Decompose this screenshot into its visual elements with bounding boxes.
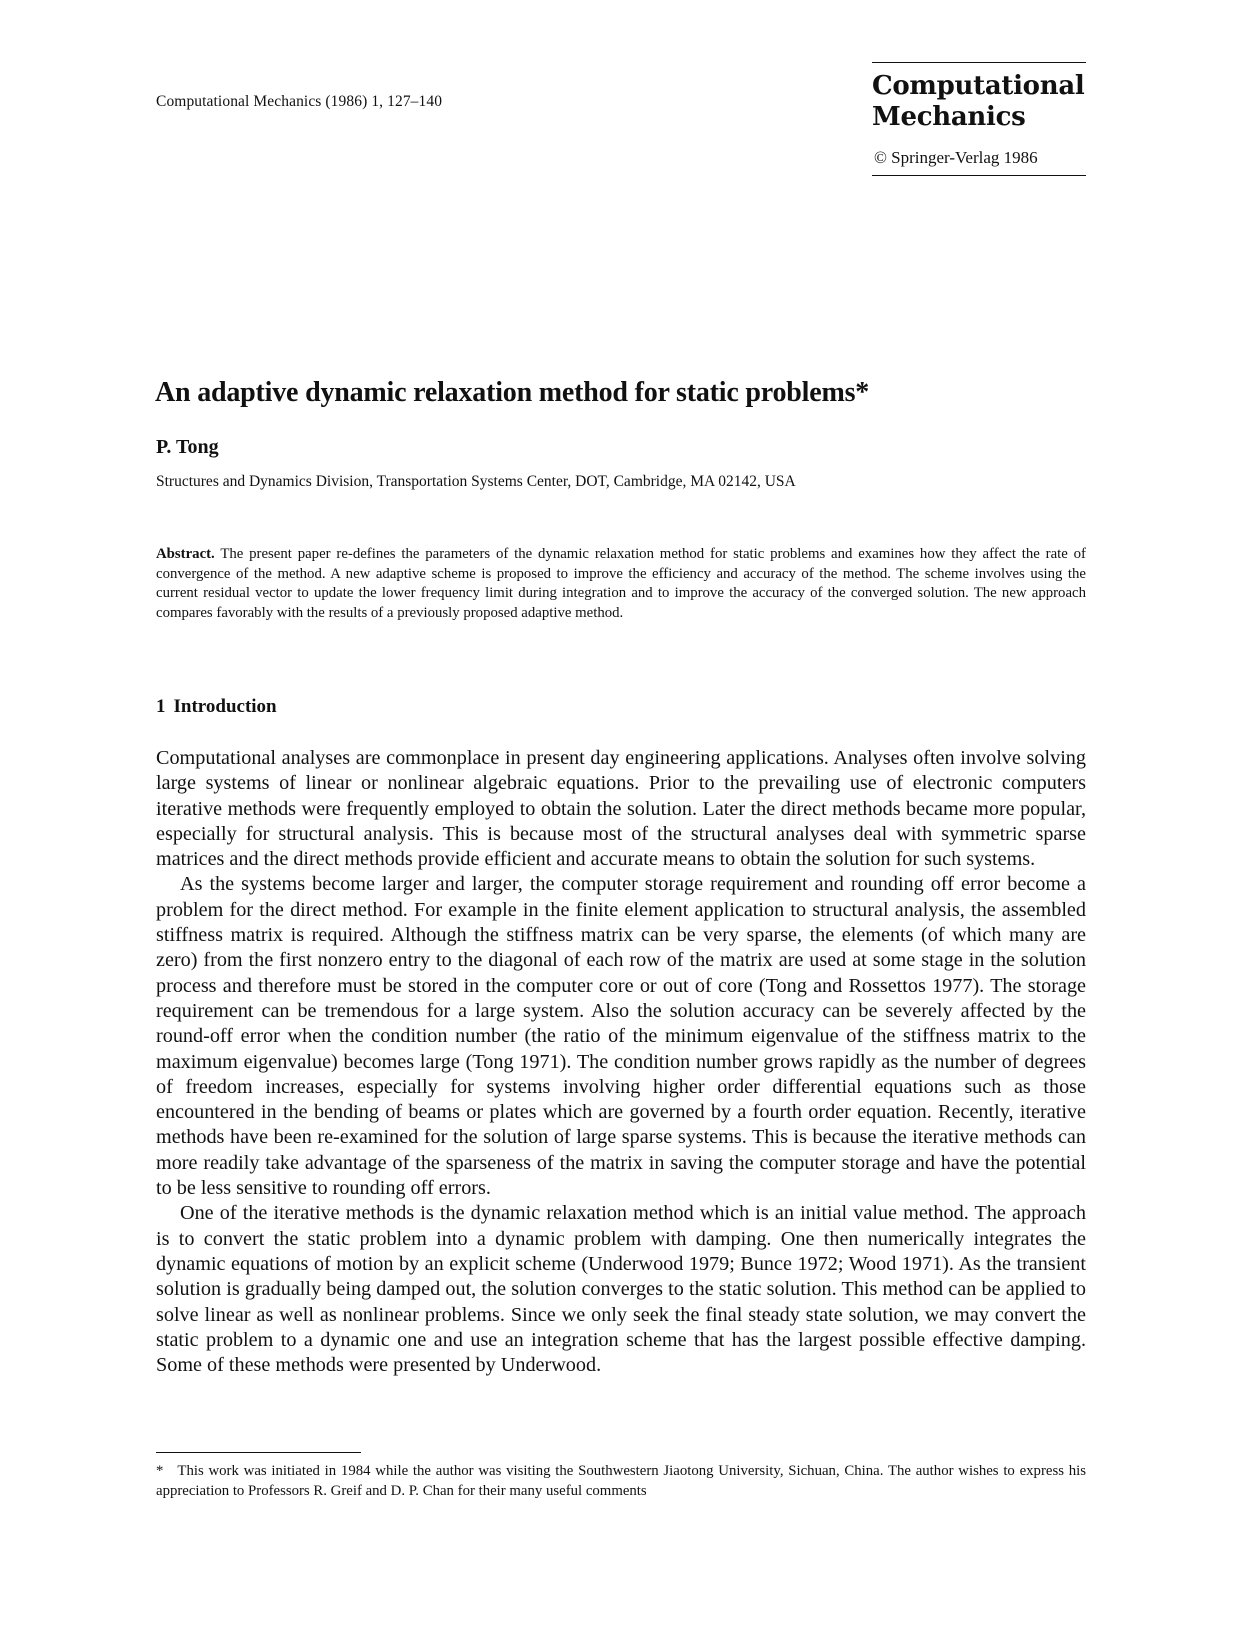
section-heading bbox=[156, 696, 277, 718]
footnote-rule bbox=[156, 1452, 361, 1453]
journal-citation: Computational Mechanics (1986) 1, 127–140 bbox=[156, 93, 443, 110]
author-affiliation: Structures and Dynamics Division, Transportation Systems Center, DOT, Cambridge, MA 02142, USA bbox=[156, 473, 796, 490]
section-body bbox=[156, 746, 1086, 1378]
journal-name-line1: Computational bbox=[872, 71, 1085, 101]
abstract bbox=[156, 545, 1086, 623]
section-number: 1 bbox=[156, 696, 166, 717]
abstract-label: Abstract. bbox=[156, 546, 215, 562]
footnote-text: This work was initiated in 1984 while the author was visiting the Southwestern Jiaotong University, Sichuan, China. The author wishes to express his appreciation to Professors R. Greif and D. P. Chan for their many useful comments bbox=[156, 1463, 1086, 1499]
abstract-text: The present paper re-defines the parameters of the dynamic relaxation method for static problems and examines how they affect the rate of convergence of the method. A new adaptive scheme is proposed to improve the efficiency and accuracy of the method. The scheme involves using the current residual vector to update the lower frequency limit during integration and to improve the accuracy of the converged solution. The new approach compares favorably with the results of a previously proposed adaptive method. bbox=[156, 546, 1086, 621]
masthead-rule-bottom bbox=[872, 175, 1086, 176]
author-name: P. Tong bbox=[156, 436, 219, 458]
publisher-copyright: © Springer-Verlag 1986 bbox=[874, 148, 1038, 167]
footnote bbox=[156, 1462, 1086, 1501]
journal-name bbox=[872, 71, 1086, 133]
journal-masthead bbox=[872, 62, 1086, 176]
body-paragraph: As the systems become larger and larger, the computer storage requirement and rounding off error become a problem for the direct method. For example in the finite element application to structural analysis, the assembled stiffness matrix is required. Although the stiffness matrix can be very sparse, the elements (of which many are zero) from the first nonzero entry to the diagonal of each row of the matrix are used at some stage in the solution process and therefore must be stored in the computer core or out of core (Tong and Rossettos 1977). The storage requirement can be tremendous for a large system. Also the solution accuracy can be severely affected by the round-off error when the condition number (the ratio of the minimum eigenvalue of the stiffness matrix to the maximum eigenvalue) becomes large (Tong 1971). The condition number grows rapidly as the number of degrees of freedom increases, especially for systems involving higher order differential equations such as those encountered in the bending of beams or plates which are governed by a fourth order equation. Recently, iterative methods have been re-examined for the solution of large sparse systems. This is because the iterative methods can more readily take advantage of the sparseness of the matrix in saving the computer storage and have the potential to be less sensitive to rounding off errors. bbox=[156, 873, 1086, 1200]
body-paragraph: One of the iterative methods is the dynamic relaxation method which is an initial value method. The approach is to convert the static problem into a dynamic problem with damping. One then numerically integrates the dynamic equations of motion by an explicit scheme (Underwood 1979; Bunce 1972; Wood 1971). As the transient solution is gradually being damped out, the solution converges to the static solution. This method can be applied to solve linear as well as nonlinear problems. Since we only seek the final steady state solution, we may convert the static problem to a dynamic one and use an integration scheme that has the largest possible effective damping. Some of these methods were presented by Underwood. bbox=[156, 1202, 1086, 1377]
journal-name-line2: Mechanics bbox=[872, 102, 1026, 132]
footnote-mark: * bbox=[156, 1463, 164, 1479]
body-paragraph: Computational analyses are commonplace in present day engineering applications. Analyses often involve solving large systems of linear or nonlinear algebraic equations. Prior to the prevailing use of electronic computers iterative methods were frequently employed to obtain the solution. Later the direct methods became more popular, especially for structural analysis. This is because most of the structural analyses deal with symmetric sparse matrices and the direct methods provide efficient and accurate means to obtain the solution for such systems. bbox=[156, 747, 1086, 871]
section-title: Introduction bbox=[173, 696, 277, 717]
article-title: An adaptive dynamic relaxation method for static problems* bbox=[155, 377, 870, 408]
masthead-rule-top bbox=[872, 62, 1086, 63]
